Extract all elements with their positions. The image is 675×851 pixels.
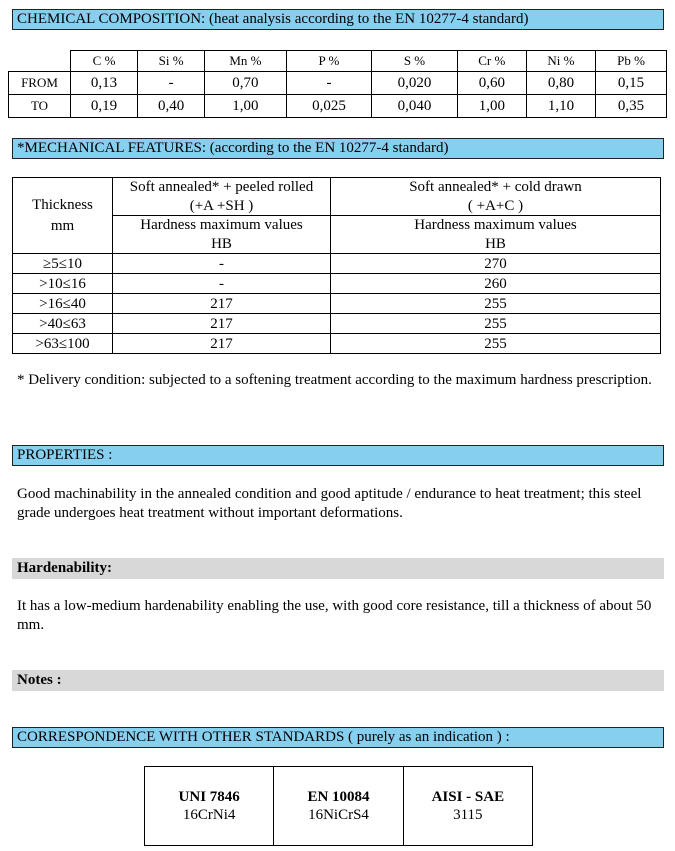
hardenability-text: It has a low-medium hardenability enabling the use, with good core resistance, till a thickness of about 50 mm. (17, 598, 652, 633)
correspondence-table (144, 766, 533, 846)
hardness-a-cell: 217 (113, 334, 331, 354)
table-row (13, 274, 661, 294)
col-mn: Mn % (205, 51, 287, 72)
cell: - (286, 72, 372, 95)
range-cell: >40≤63 (13, 314, 113, 334)
cell: 0,40 (138, 95, 205, 118)
cell: 0,35 (596, 95, 667, 118)
standard-name: EN 10084 (307, 789, 370, 805)
hardness-a-cell: - (113, 274, 331, 294)
standard-cell (274, 767, 403, 846)
notes-header: Notes : (12, 670, 664, 691)
blank-corner (9, 51, 71, 72)
mechanical-features-table (12, 177, 661, 354)
cell: 0,80 (526, 72, 595, 95)
mech-header-row (13, 178, 661, 197)
table-row (9, 95, 667, 118)
standard-grade: 3115 (453, 807, 483, 823)
cell: 0,13 (71, 72, 138, 95)
cell: 1,00 (457, 95, 526, 118)
hardness-a-cell: - (113, 254, 331, 274)
col1-sub-1: Hardness maximum values (113, 216, 331, 235)
cell: 0,15 (596, 72, 667, 95)
table-row (145, 767, 533, 846)
col2-sub-1: Hardness maximum values (331, 216, 661, 235)
table-row (13, 334, 661, 354)
row-label-to: TO (9, 95, 71, 118)
hardenability-header: Hardenability: (12, 558, 664, 579)
hardness-b-cell: 270 (331, 254, 661, 274)
cell: 0,60 (457, 72, 526, 95)
cell: 0,020 (372, 72, 458, 95)
col-c: C % (71, 51, 138, 72)
table-row (13, 294, 661, 314)
hardness-b-cell: 260 (331, 274, 661, 294)
col2-title-2: ( +A+C ) (331, 197, 661, 216)
hardness-b-cell: 255 (331, 314, 661, 334)
col1-sub-2: HB (113, 235, 331, 254)
table-row (9, 72, 667, 95)
standard-grade: 16CrNi4 (182, 807, 236, 823)
delivery-footnote: * Delivery condition: subjected to a softening treatment according to the maximum hardness prescription. (17, 372, 652, 388)
mechanical-features-header: *MECHANICAL FEATURES: (according to the EN 10277-4 standard) (12, 138, 664, 159)
cell: 1,00 (205, 95, 287, 118)
cell: 0,19 (71, 95, 138, 118)
correspondence-header: CORRESPONDENCE WITH OTHER STANDARDS ( purely as an indication ) : (12, 727, 664, 748)
cell: - (138, 72, 205, 95)
hardness-b-cell: 255 (331, 294, 661, 314)
range-cell: >16≤40 (13, 294, 113, 314)
col1-title-2: (+A +SH ) (113, 197, 331, 216)
range-cell: >63≤100 (13, 334, 113, 354)
col-cr: Cr % (457, 51, 526, 72)
col-p: P % (286, 51, 372, 72)
standard-name: AISI - SAE (431, 789, 505, 805)
thickness-header (13, 178, 113, 254)
row-label-from: FROM (9, 72, 71, 95)
range-cell: ≥5≤10 (13, 254, 113, 274)
chemical-composition-table (8, 50, 667, 118)
thickness-unit: mm (50, 218, 75, 234)
standard-name: UNI 7846 (178, 789, 240, 805)
hardness-b-cell: 255 (331, 334, 661, 354)
standard-cell (403, 767, 532, 846)
table-row (13, 314, 661, 334)
col2-title-1: Soft annealed* + cold drawn (331, 178, 661, 197)
col1-title-1: Soft annealed* + peeled rolled (113, 178, 331, 197)
hardness-a-cell: 217 (113, 314, 331, 334)
properties-header: PROPERTIES : (12, 445, 664, 466)
standard-cell (145, 767, 274, 846)
thickness-label: Thickness (32, 197, 93, 213)
properties-text: Good machinability in the annealed condition and good aptitude / endurance to heat treatment; this steel grade undergoes heat treatment without important deformations. (17, 486, 642, 521)
hardness-a-cell: 217 (113, 294, 331, 314)
cell: 1,10 (526, 95, 595, 118)
table-row (13, 254, 661, 274)
col-pb: Pb % (596, 51, 667, 72)
chemical-composition-header: CHEMICAL COMPOSITION: (heat analysis according to the EN 10277-4 standard) (12, 9, 664, 30)
range-cell: >10≤16 (13, 274, 113, 294)
col-s: S % (372, 51, 458, 72)
cell: 0,040 (372, 95, 458, 118)
chemical-header-row (9, 51, 667, 72)
standard-grade: 16NiCrS4 (308, 807, 369, 823)
cell: 0,025 (286, 95, 372, 118)
col2-sub-2: HB (331, 235, 661, 254)
col-ni: Ni % (526, 51, 595, 72)
col-si: Si % (138, 51, 205, 72)
cell: 0,70 (205, 72, 287, 95)
